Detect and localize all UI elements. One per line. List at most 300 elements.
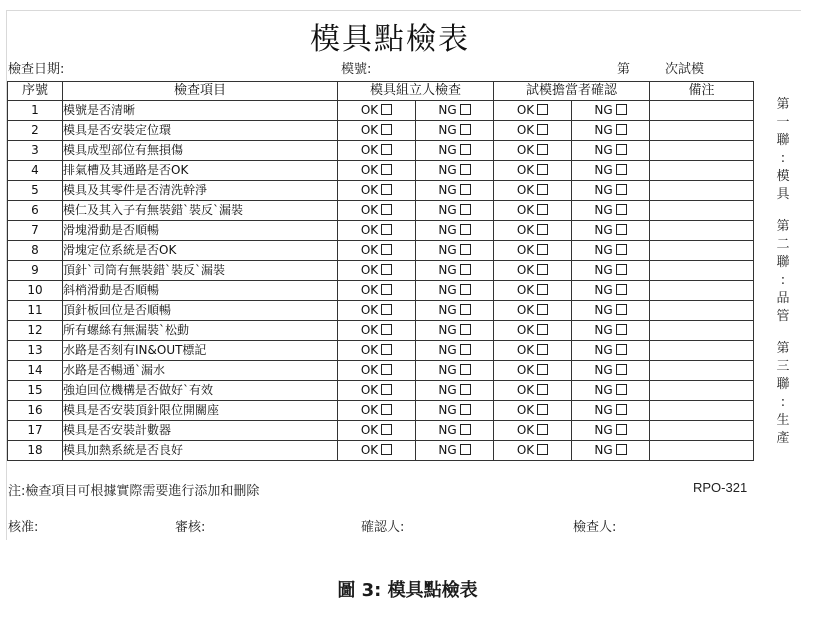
ok-label: OK: [360, 163, 379, 177]
row-remarks-cell[interactable]: [650, 141, 754, 161]
assembler-ok-checkbox[interactable]: [381, 264, 392, 275]
footer-note: 注:檢查項目可根據實際需要進行添加和刪除: [8, 484, 260, 499]
row-check-item: 斜梢滑動是否順暢: [63, 281, 338, 301]
ok-label: OK: [360, 303, 379, 317]
trial-ng-option: [572, 361, 650, 381]
ng-label: NG: [594, 423, 613, 437]
trial-ng-option: [572, 181, 650, 201]
trial-ok-checkbox[interactable]: [537, 204, 548, 215]
ok-label: OK: [360, 383, 379, 397]
trial-ok-option: [494, 221, 572, 241]
ng-label: NG: [594, 383, 613, 397]
table-row: [8, 261, 754, 281]
trial-ok-option: [494, 261, 572, 281]
assembler-ok-option: [338, 401, 416, 421]
header-remarks: 備注: [650, 82, 754, 101]
row-remarks-cell[interactable]: [650, 281, 754, 301]
assembler-ng-option: [416, 381, 494, 401]
assembler-ok-option: [338, 421, 416, 441]
assembler-ok-option: [338, 341, 416, 361]
trial-ng-option: [572, 141, 650, 161]
assembler-ng-checkbox[interactable]: [460, 364, 471, 375]
assembler-ng-option: [416, 201, 494, 221]
table-row: [8, 121, 754, 141]
ng-label: NG: [594, 103, 613, 117]
assembler-ok-option: [338, 301, 416, 321]
assembler-ng-checkbox[interactable]: [460, 264, 471, 275]
row-remarks-cell[interactable]: [650, 301, 754, 321]
header-item: 檢查項目: [63, 82, 338, 101]
row-check-item: 滑塊滑動是否順暢: [63, 221, 338, 241]
trial-ng-checkbox[interactable]: [616, 244, 627, 255]
ok-label: OK: [360, 123, 379, 137]
ok-label: OK: [516, 363, 535, 377]
ng-label: NG: [438, 103, 457, 117]
row-index: 18: [8, 441, 63, 461]
trial-ng-option: [572, 341, 650, 361]
trial-ok-option: [494, 381, 572, 401]
table-row: [8, 221, 754, 241]
row-index: 7: [8, 221, 63, 241]
assembler-ng-checkbox[interactable]: [460, 424, 471, 435]
trial-ng-checkbox[interactable]: [616, 404, 627, 415]
ok-label: OK: [516, 203, 535, 217]
assembler-ok-checkbox[interactable]: [381, 304, 392, 315]
trial-ok-option: [494, 341, 572, 361]
assembler-ok-checkbox[interactable]: [381, 324, 392, 335]
trial-ok-checkbox[interactable]: [537, 424, 548, 435]
row-check-item: 強迫回位機構是否做好`有效: [63, 381, 338, 401]
ng-label: NG: [438, 423, 457, 437]
trial-ng-checkbox[interactable]: [616, 444, 627, 455]
trial-ok-checkbox[interactable]: [537, 244, 548, 255]
table-row: [8, 241, 754, 261]
assembler-ng-option: [416, 241, 494, 261]
row-index: 6: [8, 201, 63, 221]
row-index: 11: [8, 301, 63, 321]
ok-label: OK: [360, 323, 379, 337]
ok-label: OK: [516, 243, 535, 257]
ok-label: OK: [516, 303, 535, 317]
row-remarks-cell[interactable]: [650, 321, 754, 341]
assembler-ok-option: [338, 101, 416, 121]
row-index: 12: [8, 321, 63, 341]
trial-ng-option: [572, 201, 650, 221]
ng-label: NG: [594, 223, 613, 237]
approve-label: 核准:: [8, 520, 39, 535]
row-check-item: 模具加熱系統是否良好: [63, 441, 338, 461]
row-index: 9: [8, 261, 63, 281]
assembler-ok-checkbox[interactable]: [381, 124, 392, 135]
row-remarks-cell[interactable]: [650, 361, 754, 381]
row-remarks-cell[interactable]: [650, 181, 754, 201]
trial-ng-option: [572, 381, 650, 401]
trial-ng-checkbox[interactable]: [616, 424, 627, 435]
assembler-ok-checkbox[interactable]: [381, 364, 392, 375]
assembler-ng-option: [416, 121, 494, 141]
row-remarks-cell[interactable]: [650, 101, 754, 121]
ok-label: OK: [360, 423, 379, 437]
ng-label: NG: [438, 183, 457, 197]
form-title: 模具點檢表: [310, 22, 470, 57]
row-remarks-cell[interactable]: [650, 421, 754, 441]
assembler-ok-option: [338, 141, 416, 161]
trial-ng-option: [572, 161, 650, 181]
assembler-ok-checkbox[interactable]: [381, 164, 392, 175]
trial-ok-option: [494, 201, 572, 221]
ok-label: OK: [360, 363, 379, 377]
trial-ok-option: [494, 181, 572, 201]
ng-label: NG: [594, 263, 613, 277]
ok-label: OK: [516, 183, 535, 197]
ng-label: NG: [438, 283, 457, 297]
assembler-ok-checkbox[interactable]: [381, 444, 392, 455]
trial-ok-option: [494, 421, 572, 441]
row-remarks-cell[interactable]: [650, 261, 754, 281]
inspector-label: 檢查人:: [573, 520, 617, 535]
trial-ng-option: [572, 421, 650, 441]
trial-ng-checkbox[interactable]: [616, 184, 627, 195]
row-index: 5: [8, 181, 63, 201]
trial-ok-option: [494, 301, 572, 321]
assembler-ok-checkbox[interactable]: [381, 204, 392, 215]
trial-ng-option: [572, 281, 650, 301]
assembler-ng-checkbox[interactable]: [460, 104, 471, 115]
ng-label: NG: [594, 443, 613, 457]
ok-label: OK: [360, 243, 379, 257]
mold-number-label: 模號:: [341, 62, 372, 77]
ng-label: NG: [594, 243, 613, 257]
trial-ng-checkbox[interactable]: [616, 264, 627, 275]
trial-ok-checkbox[interactable]: [537, 224, 548, 235]
ng-label: NG: [438, 123, 457, 137]
trial-ok-checkbox[interactable]: [537, 124, 548, 135]
assembler-ok-checkbox[interactable]: [381, 244, 392, 255]
ng-label: NG: [438, 403, 457, 417]
trial-ok-option: [494, 281, 572, 301]
trial-ng-option: [572, 241, 650, 261]
ng-label: NG: [438, 243, 457, 257]
table-row: [8, 421, 754, 441]
row-check-item: 滑塊定位系統是否OK: [63, 241, 338, 261]
ng-label: NG: [438, 363, 457, 377]
row-index: 14: [8, 361, 63, 381]
row-index: 16: [8, 401, 63, 421]
trial-ng-checkbox[interactable]: [616, 164, 627, 175]
row-remarks-cell[interactable]: [650, 161, 754, 181]
trial-ng-checkbox[interactable]: [616, 284, 627, 295]
trial-ok-checkbox[interactable]: [537, 344, 548, 355]
review-label: 審核:: [175, 520, 206, 535]
inspection-table: [7, 81, 754, 461]
row-check-item: 模具是否安裝定位環: [63, 121, 338, 141]
trial-ok-checkbox[interactable]: [537, 284, 548, 295]
trial-ok-checkbox[interactable]: [537, 184, 548, 195]
ng-label: NG: [594, 123, 613, 137]
assembler-ng-option: [416, 321, 494, 341]
trial-ok-checkbox[interactable]: [537, 164, 548, 175]
assembler-ng-checkbox[interactable]: [460, 164, 471, 175]
assembler-ng-option: [416, 221, 494, 241]
trial-ng-checkbox[interactable]: [616, 384, 627, 395]
inspect-date-label: 檢查日期:: [8, 62, 65, 77]
trial-ng-checkbox[interactable]: [616, 124, 627, 135]
assembler-ng-checkbox[interactable]: [460, 244, 471, 255]
trial-ok-checkbox[interactable]: [537, 444, 548, 455]
assembler-ok-option: [338, 241, 416, 261]
assembler-ng-option: [416, 401, 494, 421]
ng-label: NG: [438, 343, 457, 357]
row-remarks-cell[interactable]: [650, 381, 754, 401]
table-row: [8, 181, 754, 201]
assembler-ok-checkbox[interactable]: [381, 424, 392, 435]
trial-ng-option: [572, 221, 650, 241]
ok-label: OK: [360, 223, 379, 237]
row-remarks-cell[interactable]: [650, 221, 754, 241]
assembler-ng-option: [416, 441, 494, 461]
assembler-ok-checkbox[interactable]: [381, 224, 392, 235]
sheet-border-top: [6, 10, 801, 11]
ng-label: NG: [594, 203, 613, 217]
trial-ok-checkbox[interactable]: [537, 384, 548, 395]
table-row: [8, 401, 754, 421]
assembler-ng-option: [416, 281, 494, 301]
trial-suffix-label: 次試模: [665, 62, 705, 77]
trial-ng-checkbox[interactable]: [616, 324, 627, 335]
trial-ng-option: [572, 261, 650, 281]
row-check-item: 模仁及其入子有無裝錯`裝反`漏裝: [63, 201, 338, 221]
ng-label: NG: [438, 383, 457, 397]
assembler-ok-option: [338, 181, 416, 201]
assembler-ng-checkbox[interactable]: [460, 344, 471, 355]
row-remarks-cell[interactable]: [650, 401, 754, 421]
trial-ok-option: [494, 121, 572, 141]
ok-label: OK: [516, 283, 535, 297]
ng-label: NG: [594, 283, 613, 297]
trial-ok-checkbox[interactable]: [537, 404, 548, 415]
trial-ng-checkbox[interactable]: [616, 204, 627, 215]
table-row: [8, 141, 754, 161]
trial-ok-option: [494, 141, 572, 161]
trial-ng-option: [572, 441, 650, 461]
row-index: 4: [8, 161, 63, 181]
trial-ok-checkbox[interactable]: [537, 144, 548, 155]
ok-label: OK: [360, 343, 379, 357]
ng-label: NG: [594, 323, 613, 337]
copy-distribution-note: 第 一 聯 : 模 具 第 二 聯 : 品 管 第 三 聯 : 生 產: [776, 97, 790, 446]
row-check-item: 頂針板回位是否順暢: [63, 301, 338, 321]
row-remarks-cell[interactable]: [650, 241, 754, 261]
ng-label: NG: [438, 203, 457, 217]
row-remarks-cell[interactable]: [650, 441, 754, 461]
trial-ok-option: [494, 321, 572, 341]
assembler-ng-checkbox[interactable]: [460, 184, 471, 195]
ok-label: OK: [516, 403, 535, 417]
assembler-ok-option: [338, 281, 416, 301]
table-body: [8, 101, 754, 461]
assembler-ng-option: [416, 101, 494, 121]
row-check-item: 所有螺絲有無漏裝`松動: [63, 321, 338, 341]
header-index: 序號: [8, 82, 63, 101]
assembler-ng-checkbox[interactable]: [460, 144, 471, 155]
ng-label: NG: [438, 163, 457, 177]
ng-label: NG: [594, 303, 613, 317]
header-assembler-check: 模具組立人檢查: [338, 82, 494, 101]
row-check-item: 模具成型部位有無損傷: [63, 141, 338, 161]
assembler-ok-checkbox[interactable]: [381, 344, 392, 355]
assembler-ok-option: [338, 361, 416, 381]
assembler-ok-checkbox[interactable]: [381, 104, 392, 115]
row-remarks-cell[interactable]: [650, 121, 754, 141]
assembler-ng-checkbox[interactable]: [460, 444, 471, 455]
assembler-ok-checkbox[interactable]: [381, 384, 392, 395]
trial-ok-option: [494, 361, 572, 381]
trial-ok-option: [494, 101, 572, 121]
trial-ng-option: [572, 301, 650, 321]
assembler-ok-option: [338, 221, 416, 241]
trial-ok-option: [494, 441, 572, 461]
trial-ng-checkbox[interactable]: [616, 344, 627, 355]
ok-label: OK: [516, 263, 535, 277]
trial-ok-option: [494, 161, 572, 181]
trial-ng-option: [572, 321, 650, 341]
table-row: [8, 281, 754, 301]
table-row: [8, 301, 754, 321]
assembler-ng-checkbox[interactable]: [460, 124, 471, 135]
assembler-ok-checkbox[interactable]: [381, 404, 392, 415]
ok-label: OK: [516, 423, 535, 437]
ng-label: NG: [438, 143, 457, 157]
ok-label: OK: [516, 123, 535, 137]
assembler-ok-option: [338, 201, 416, 221]
trial-ng-checkbox[interactable]: [616, 224, 627, 235]
ok-label: OK: [516, 143, 535, 157]
row-check-item: 頂針`司筒有無裝錯`裝反`漏裝: [63, 261, 338, 281]
ng-label: NG: [594, 163, 613, 177]
row-check-item: 模具及其零件是否清洗幹淨: [63, 181, 338, 201]
form-code: RPO-321: [693, 480, 748, 495]
trial-ok-option: [494, 241, 572, 261]
trial-ok-checkbox[interactable]: [537, 324, 548, 335]
ng-label: NG: [594, 143, 613, 157]
trial-ng-checkbox[interactable]: [616, 104, 627, 115]
ng-label: NG: [594, 363, 613, 377]
ok-label: OK: [516, 163, 535, 177]
trial-prefix-label: 第: [617, 62, 631, 77]
table-header-row: [8, 82, 754, 101]
ng-label: NG: [438, 303, 457, 317]
table-row: [8, 441, 754, 461]
assembler-ok-option: [338, 121, 416, 141]
ok-label: OK: [516, 383, 535, 397]
assembler-ng-option: [416, 181, 494, 201]
trial-ok-checkbox[interactable]: [537, 264, 548, 275]
assembler-ng-option: [416, 261, 494, 281]
ok-label: OK: [360, 403, 379, 417]
assembler-ok-option: [338, 161, 416, 181]
trial-ok-checkbox[interactable]: [537, 364, 548, 375]
ok-label: OK: [360, 283, 379, 297]
assembler-ok-checkbox[interactable]: [381, 184, 392, 195]
assembler-ng-option: [416, 301, 494, 321]
assembler-ok-checkbox[interactable]: [381, 284, 392, 295]
assembler-ng-checkbox[interactable]: [460, 284, 471, 295]
assembler-ng-checkbox[interactable]: [460, 404, 471, 415]
assembler-ng-option: [416, 421, 494, 441]
row-check-item: 水路是否刻有IN&OUT標記: [63, 341, 338, 361]
ng-label: NG: [438, 223, 457, 237]
assembler-ng-option: [416, 141, 494, 161]
ok-label: OK: [516, 223, 535, 237]
assembler-ng-checkbox[interactable]: [460, 204, 471, 215]
assembler-ok-checkbox[interactable]: [381, 144, 392, 155]
row-index: 10: [8, 281, 63, 301]
row-check-item: 模號是否清晰: [63, 101, 338, 121]
row-index: 15: [8, 381, 63, 401]
ok-label: OK: [516, 323, 535, 337]
assembler-ok-option: [338, 261, 416, 281]
assembler-ng-checkbox[interactable]: [460, 324, 471, 335]
table-row: [8, 381, 754, 401]
trial-ok-checkbox[interactable]: [537, 304, 548, 315]
row-remarks-cell[interactable]: [650, 201, 754, 221]
ok-label: OK: [360, 103, 379, 117]
figure-caption: 圖 3: 模具點檢表: [337, 580, 478, 601]
ng-label: NG: [594, 183, 613, 197]
row-index: 2: [8, 121, 63, 141]
table-row: [8, 341, 754, 361]
assembler-ng-option: [416, 361, 494, 381]
row-check-item: 模具是否安裝計數器: [63, 421, 338, 441]
ok-label: OK: [360, 183, 379, 197]
row-index: 17: [8, 421, 63, 441]
trial-ng-checkbox[interactable]: [616, 364, 627, 375]
ok-label: OK: [516, 343, 535, 357]
table-row: [8, 101, 754, 121]
table-row: [8, 321, 754, 341]
ok-label: OK: [360, 263, 379, 277]
assembler-ng-checkbox[interactable]: [460, 384, 471, 395]
assembler-ok-option: [338, 441, 416, 461]
assembler-ng-option: [416, 161, 494, 181]
row-index: 13: [8, 341, 63, 361]
assembler-ng-checkbox[interactable]: [460, 304, 471, 315]
ng-label: NG: [438, 323, 457, 337]
trial-ng-option: [572, 121, 650, 141]
table-row: [8, 161, 754, 181]
assembler-ng-checkbox[interactable]: [460, 224, 471, 235]
row-index: 3: [8, 141, 63, 161]
ok-label: OK: [516, 443, 535, 457]
ok-label: OK: [360, 143, 379, 157]
ng-label: NG: [594, 343, 613, 357]
trial-ng-checkbox[interactable]: [616, 304, 627, 315]
row-index: 8: [8, 241, 63, 261]
ng-label: NG: [594, 403, 613, 417]
row-remarks-cell[interactable]: [650, 341, 754, 361]
header-trial-confirm: 試模擔當者確認: [494, 82, 650, 101]
confirm-label: 確認人:: [361, 520, 405, 535]
trial-ng-checkbox[interactable]: [616, 144, 627, 155]
row-check-item: 模具是否安裝頂針限位開關座: [63, 401, 338, 421]
ok-label: OK: [360, 203, 379, 217]
assembler-ng-option: [416, 341, 494, 361]
trial-ok-checkbox[interactable]: [537, 104, 548, 115]
trial-ng-option: [572, 101, 650, 121]
trial-ng-option: [572, 401, 650, 421]
row-index: 1: [8, 101, 63, 121]
ok-label: OK: [360, 443, 379, 457]
